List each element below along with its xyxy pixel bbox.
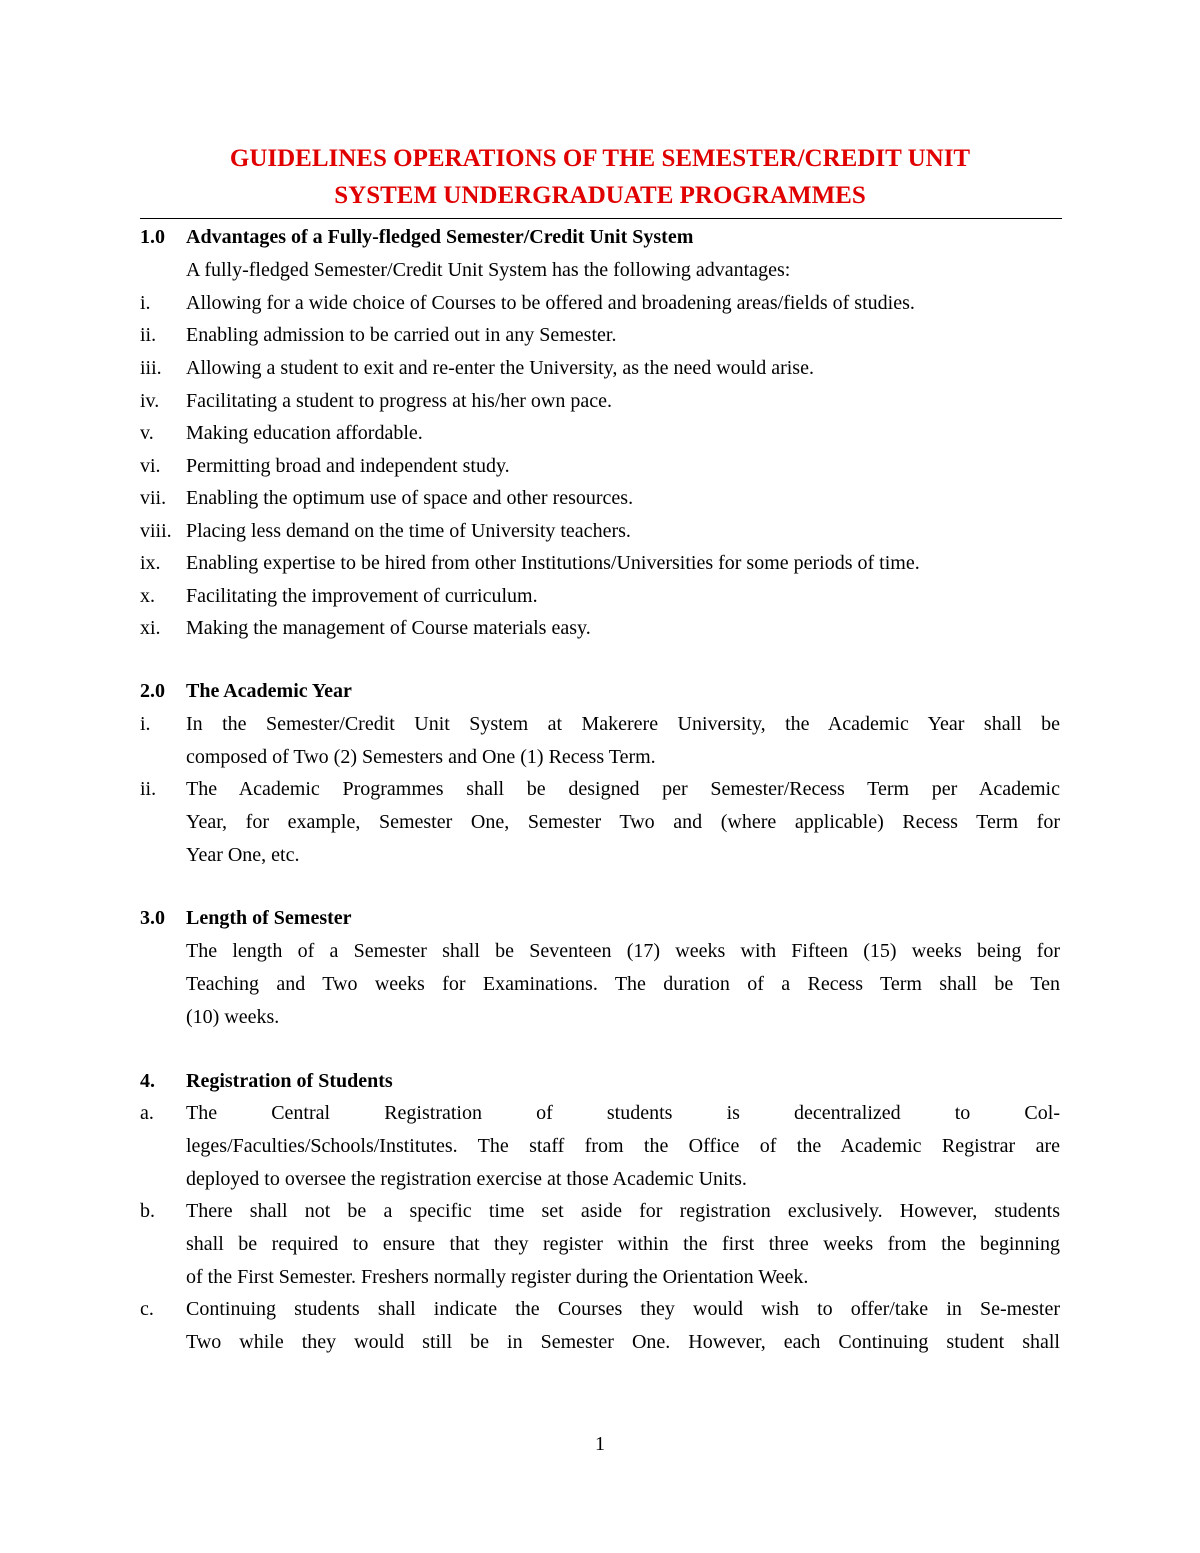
list-marker: iii. [140, 357, 162, 379]
document-title [140, 140, 1060, 214]
text-line: There shall not be a specific time set aside for registration exclusively. However, students [186, 1200, 1060, 1222]
list-marker: b. [140, 1200, 155, 1222]
list-marker: xi. [140, 617, 161, 639]
list-text: Facilitating a student to progress at his/her own pace. [186, 390, 613, 412]
list-text [186, 773, 1060, 871]
text-line: Continuing students shall indicate the Courses they would wish to offer/take in Se-mester [186, 1298, 1060, 1320]
list-marker: x. [140, 585, 155, 607]
section-3-heading: Length of Semester [186, 907, 352, 929]
list-text: Permitting broad and independent study. [186, 455, 510, 477]
list-text: Making the management of Course materials easy. [186, 617, 591, 639]
list-text [186, 1293, 1060, 1359]
text-line: of the First Semester. Freshers normally register during the Orientation Week. [186, 1265, 809, 1288]
section-1-heading: Advantages of a Fully-fledged Semester/Credit Unit System [186, 226, 694, 248]
list-marker: v. [140, 422, 154, 444]
title-divider [140, 218, 1062, 219]
list-marker: i. [140, 292, 151, 314]
list-marker: iv. [140, 390, 160, 412]
list-text [186, 1195, 1060, 1293]
text-line: The Academic Programmes shall be designed per Semester/Recess Term per Academic [186, 778, 1060, 800]
section-2-heading: The Academic Year [186, 680, 352, 702]
list-marker: a. [140, 1102, 154, 1124]
list-text: Facilitating the improvement of curriculum. [186, 585, 538, 607]
list-text: Making education affordable. [186, 422, 423, 444]
list-marker: viii. [140, 520, 172, 542]
text-line: deployed to oversee the registration exercise at those Academic Units. [186, 1167, 747, 1190]
list-text: Enabling admission to be carried out in any Semester. [186, 324, 617, 346]
list-text: Allowing a student to exit and re-enter the University, as the need would arise. [186, 357, 814, 379]
page-number: 1 [595, 1433, 605, 1455]
text-line: Year One, etc. [186, 843, 300, 866]
text-line: The Central Registration of students is decentralized to Col- [186, 1102, 1060, 1124]
list-text: Enabling the optimum use of space and other resources. [186, 487, 634, 509]
text-line: In the Semester/Credit Unit System at Makerere University, the Academic Year shall be [186, 713, 1060, 735]
list-marker: ii. [140, 324, 157, 346]
text-line: (10) weeks. [186, 1005, 280, 1028]
list-text: Allowing for a wide choice of Courses to be offered and broadening areas/fields of studies. [186, 292, 915, 314]
text-line: Year, for example, Semester One, Semester Two and (where applicable) Recess Term for [186, 810, 1060, 833]
text-line: Two while they would still be in Semester One. However, each Continuing student shall [186, 1330, 1060, 1353]
list-marker: ii. [140, 778, 157, 800]
list-text [186, 708, 1060, 774]
section-4-number: 4. [140, 1070, 155, 1092]
title-line-1: GUIDELINES OPERATIONS OF THE SEMESTER/CREDIT UNIT [229, 145, 971, 172]
list-marker: vii. [140, 487, 167, 509]
text-line: Teaching and Two weeks for Examinations. The duration of a Recess Term shall be Ten [186, 972, 1060, 995]
list-marker: c. [140, 1298, 154, 1320]
section-1-number: 1.0 [140, 226, 165, 248]
text-line: composed of Two (2) Semesters and One (1) Recess Term. [186, 745, 656, 768]
title-line-2: SYSTEM UNDERGRADUATE PROGRAMMES [334, 182, 866, 209]
text-line: shall be required to ensure that they register within the first three weeks from the beginning [186, 1232, 1060, 1255]
list-text: Enabling expertise to be hired from other Institutions/Universities for some periods of time. [186, 552, 920, 574]
section-3-number: 3.0 [140, 907, 165, 929]
list-marker: ix. [140, 552, 161, 574]
section-1-intro: A fully-fledged Semester/Credit Unit System has the following advantages: [186, 259, 791, 281]
list-marker: vi. [140, 455, 161, 477]
list-text: Placing less demand on the time of University teachers. [186, 520, 631, 542]
list-text [186, 1097, 1060, 1195]
section-4-heading: Registration of Students [186, 1070, 393, 1092]
text-line: leges/Faculties/Schools/Institutes. The staff from the Office of the Academic Registrar are [186, 1134, 1060, 1157]
section-2-number: 2.0 [140, 680, 165, 702]
text-line: The length of a Semester shall be Seventeen (17) weeks with Fifteen (15) weeks being for [186, 940, 1060, 962]
section-3-body [186, 935, 1060, 1033]
list-marker: i. [140, 713, 151, 735]
